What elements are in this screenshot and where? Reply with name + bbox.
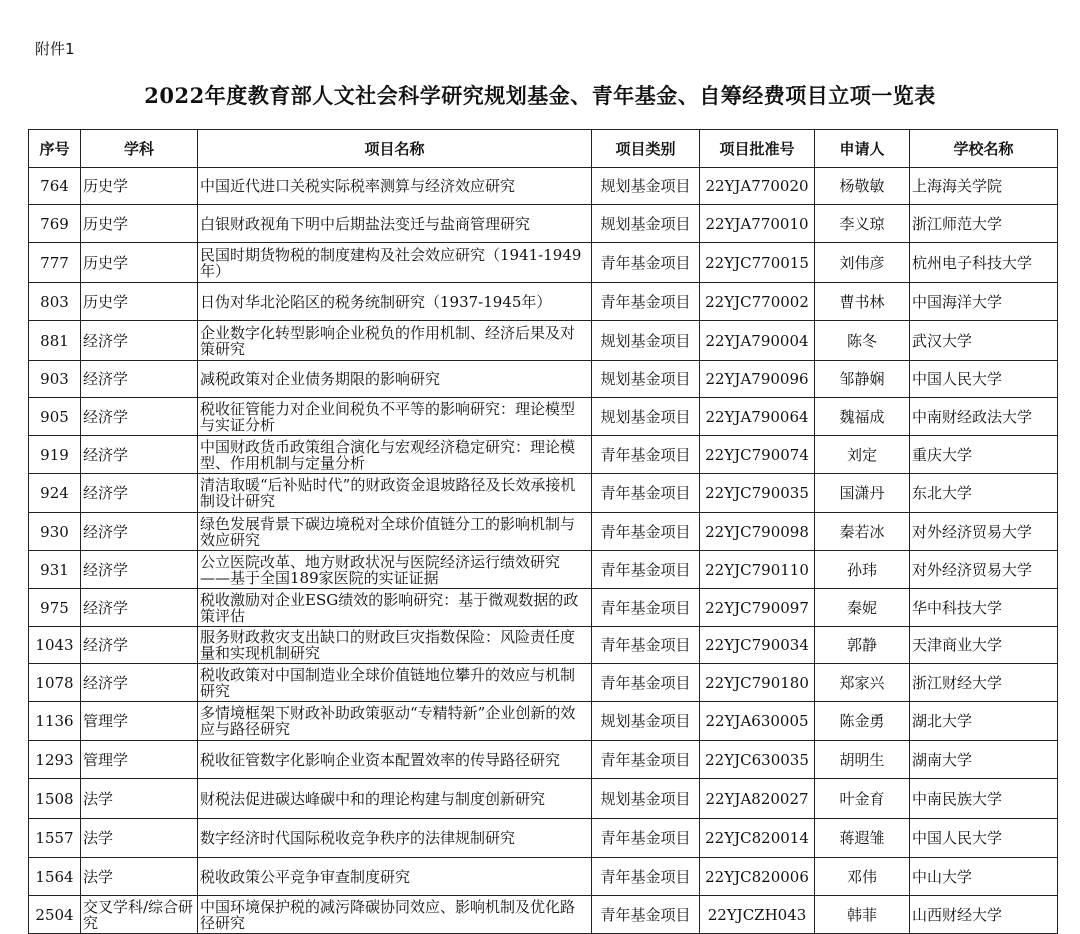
cell-category: 青年基金项目 [592,819,700,858]
cell-approval: 22YJC770015 [700,243,815,283]
cell-applicant: 韩菲 [815,896,910,934]
cell-project: 白银财政视角下明中后期盐法变迁与盐商管理研究 [198,205,592,243]
table-row [29,436,1058,474]
cell-project: 税收政策公平竞争审查制度研究 [198,858,592,896]
cell-no: 919 [29,436,81,474]
header-category: 项目类别 [592,130,700,168]
cell-category: 规划基金项目 [592,779,700,819]
cell-category: 青年基金项目 [592,896,700,934]
cell-applicant: 刘定 [815,436,910,474]
cell-no: 930 [29,513,81,551]
table-header-row [29,130,1058,168]
project-table [28,129,1058,934]
cell-category: 规划基金项目 [592,321,700,361]
cell-school: 湖南大学 [910,741,1058,779]
table-row [29,321,1058,361]
cell-approval: 22YJC820006 [700,858,815,896]
cell-school: 东北大学 [910,474,1058,513]
cell-discipline: 经济学 [81,361,198,398]
cell-school: 中国海洋大学 [910,283,1058,321]
cell-applicant: 蒋遐雏 [815,819,910,858]
header-approval: 项目批准号 [700,130,815,168]
cell-approval: 22YJA630005 [700,702,815,741]
cell-project: 企业数字化转型影响企业税负的作用机制、经济后果及对策研究 [198,321,592,361]
cell-no: 1293 [29,741,81,779]
cell-discipline: 历史学 [81,283,198,321]
cell-discipline: 管理学 [81,702,198,741]
cell-applicant: 曹书林 [815,283,910,321]
cell-discipline: 法学 [81,858,198,896]
cell-approval: 22YJC790097 [700,589,815,627]
cell-school: 中国人民大学 [910,819,1058,858]
cell-discipline: 交叉学科/综合研究 [81,896,198,934]
cell-no: 881 [29,321,81,361]
table-row [29,361,1058,398]
cell-project: 绿色发展背景下碳边境税对全球价值链分工的影响机制与效应研究 [198,513,592,551]
cell-applicant: 秦妮 [815,589,910,627]
cell-no: 769 [29,205,81,243]
table-row [29,819,1058,858]
table-row [29,168,1058,205]
cell-school: 对外经济贸易大学 [910,513,1058,551]
table-row [29,664,1058,702]
cell-project: 服务财政救灾支出缺口的财政巨灾指数保险：风险责任度量和实现机制研究 [198,627,592,664]
cell-approval: 22YJCZH043 [700,896,815,934]
cell-discipline: 历史学 [81,205,198,243]
cell-school: 杭州电子科技大学 [910,243,1058,283]
cell-applicant: 邹静娴 [815,361,910,398]
cell-no: 975 [29,589,81,627]
cell-category: 规划基金项目 [592,361,700,398]
cell-no: 777 [29,243,81,283]
table-row [29,779,1058,819]
cell-project: 税收征管能力对企业间税负不平等的影响研究：理论模型与实证分析 [198,398,592,436]
cell-discipline: 管理学 [81,741,198,779]
cell-school: 浙江财经大学 [910,664,1058,702]
cell-applicant: 秦若冰 [815,513,910,551]
cell-approval: 22YJC790110 [700,551,815,589]
table-row [29,513,1058,551]
cell-discipline: 经济学 [81,589,198,627]
cell-no: 1043 [29,627,81,664]
cell-category: 规划基金项目 [592,168,700,205]
table-row [29,551,1058,589]
cell-discipline: 经济学 [81,436,198,474]
cell-approval: 22YJC630035 [700,741,815,779]
cell-no: 803 [29,283,81,321]
cell-no: 1078 [29,664,81,702]
table-row [29,283,1058,321]
cell-project: 税收政策对中国制造业全球价值链地位攀升的效应与机制研究 [198,664,592,702]
header-school: 学校名称 [910,130,1058,168]
cell-no: 924 [29,474,81,513]
cell-category: 青年基金项目 [592,513,700,551]
header-applicant: 申请人 [815,130,910,168]
cell-no: 903 [29,361,81,398]
table-row [29,589,1058,627]
table-row [29,243,1058,283]
cell-project: 税收激励对企业ESG绩效的影响研究：基于微观数据的政策评估 [198,589,592,627]
cell-category: 青年基金项目 [592,474,700,513]
cell-school: 重庆大学 [910,436,1058,474]
header-project: 项目名称 [198,130,592,168]
cell-category: 规划基金项目 [592,702,700,741]
cell-discipline: 法学 [81,779,198,819]
cell-school: 武汉大学 [910,321,1058,361]
cell-approval: 22YJC790098 [700,513,815,551]
cell-category: 青年基金项目 [592,858,700,896]
cell-no: 1136 [29,702,81,741]
cell-applicant: 刘伟彦 [815,243,910,283]
cell-approval: 22YJC790034 [700,627,815,664]
cell-no: 2504 [29,896,81,934]
cell-school: 山西财经大学 [910,896,1058,934]
cell-school: 中山大学 [910,858,1058,896]
cell-discipline: 历史学 [81,168,198,205]
cell-approval: 22YJA770020 [700,168,815,205]
cell-no: 1557 [29,819,81,858]
cell-approval: 22YJC820014 [700,819,815,858]
cell-discipline: 经济学 [81,513,198,551]
cell-discipline: 经济学 [81,321,198,361]
cell-discipline: 经济学 [81,474,198,513]
cell-school: 对外经济贸易大学 [910,551,1058,589]
table-row [29,896,1058,934]
cell-discipline: 历史学 [81,243,198,283]
cell-discipline: 经济学 [81,627,198,664]
cell-category: 青年基金项目 [592,243,700,283]
cell-no: 1564 [29,858,81,896]
cell-applicant: 郑家兴 [815,664,910,702]
table-row [29,474,1058,513]
cell-school: 中国人民大学 [910,361,1058,398]
cell-applicant: 杨敬敏 [815,168,910,205]
cell-project: 中国近代进口关税实际税率测算与经济效应研究 [198,168,592,205]
cell-category: 青年基金项目 [592,589,700,627]
cell-approval: 22YJA820027 [700,779,815,819]
attachment-label: 附件1 [35,40,75,58]
cell-project: 税收征管数字化影响企业资本配置效率的传导路径研究 [198,741,592,779]
cell-discipline: 经济学 [81,551,198,589]
cell-approval: 22YJA790064 [700,398,815,436]
cell-category: 青年基金项目 [592,283,700,321]
cell-applicant: 孙玮 [815,551,910,589]
cell-approval: 22YJC790074 [700,436,815,474]
header-discipline: 学科 [81,130,198,168]
cell-category: 青年基金项目 [592,664,700,702]
cell-discipline: 经济学 [81,398,198,436]
cell-school: 浙江师范大学 [910,205,1058,243]
cell-project: 数字经济时代国际税收竞争秩序的法律规制研究 [198,819,592,858]
cell-approval: 22YJA790096 [700,361,815,398]
cell-applicant: 国潇丹 [815,474,910,513]
cell-school: 湖北大学 [910,702,1058,741]
cell-school: 中南财经政法大学 [910,398,1058,436]
table-row [29,398,1058,436]
cell-approval: 22YJA790004 [700,321,815,361]
cell-approval: 22YJC770002 [700,283,815,321]
cell-approval: 22YJC790180 [700,664,815,702]
cell-project: 中国财政货币政策组合演化与宏观经济稳定研究：理论模型、作用机制与定量分析 [198,436,592,474]
cell-no: 905 [29,398,81,436]
table-row [29,702,1058,741]
cell-discipline: 经济学 [81,664,198,702]
cell-category: 青年基金项目 [592,551,700,589]
cell-school: 天津商业大学 [910,627,1058,664]
cell-applicant: 李义琼 [815,205,910,243]
cell-no: 931 [29,551,81,589]
cell-approval: 22YJA770010 [700,205,815,243]
table-row [29,627,1058,664]
table-row [29,205,1058,243]
cell-project: 清洁取暖“后补贴时代”的财政资金退坡路径及长效承接机制设计研究 [198,474,592,513]
header-no: 序号 [29,130,81,168]
table-row [29,858,1058,896]
cell-applicant: 魏福成 [815,398,910,436]
cell-approval: 22YJC790035 [700,474,815,513]
cell-project: 财税法促进碳达峰碳中和的理论构建与制度创新研究 [198,779,592,819]
cell-project: 日伪对华北沦陷区的税务统制研究（1937-1945年） [198,283,592,321]
cell-applicant: 邓伟 [815,858,910,896]
cell-applicant: 胡明生 [815,741,910,779]
table-row [29,741,1058,779]
cell-project: 民国时期货物税的制度建构及社会效应研究（1941-1949年） [198,243,592,283]
cell-project: 公立医院改革、地方财政状况与医院经济运行绩效研究——基于全国189家医院的实证证据 [198,551,592,589]
cell-school: 上海海关学院 [910,168,1058,205]
cell-category: 青年基金项目 [592,627,700,664]
cell-no: 1508 [29,779,81,819]
cell-project: 多情境框架下财政补助政策驱动“专精特新”企业创新的效应与路径研究 [198,702,592,741]
cell-category: 青年基金项目 [592,436,700,474]
cell-category: 规划基金项目 [592,205,700,243]
cell-project: 中国环境保护税的减污降碳协同效应、影响机制及优化路径研究 [198,896,592,934]
cell-applicant: 郭静 [815,627,910,664]
cell-no: 764 [29,168,81,205]
cell-applicant: 陈冬 [815,321,910,361]
cell-school: 华中科技大学 [910,589,1058,627]
cell-applicant: 陈金勇 [815,702,910,741]
cell-project: 减税政策对企业债务期限的影响研究 [198,361,592,398]
cell-category: 青年基金项目 [592,741,700,779]
cell-applicant: 叶金育 [815,779,910,819]
page-title: 2022年度教育部人文社会科学研究规划基金、青年基金、自筹经费项目立项一览表 [144,83,936,108]
cell-discipline: 法学 [81,819,198,858]
cell-school: 中南民族大学 [910,779,1058,819]
cell-category: 规划基金项目 [592,398,700,436]
